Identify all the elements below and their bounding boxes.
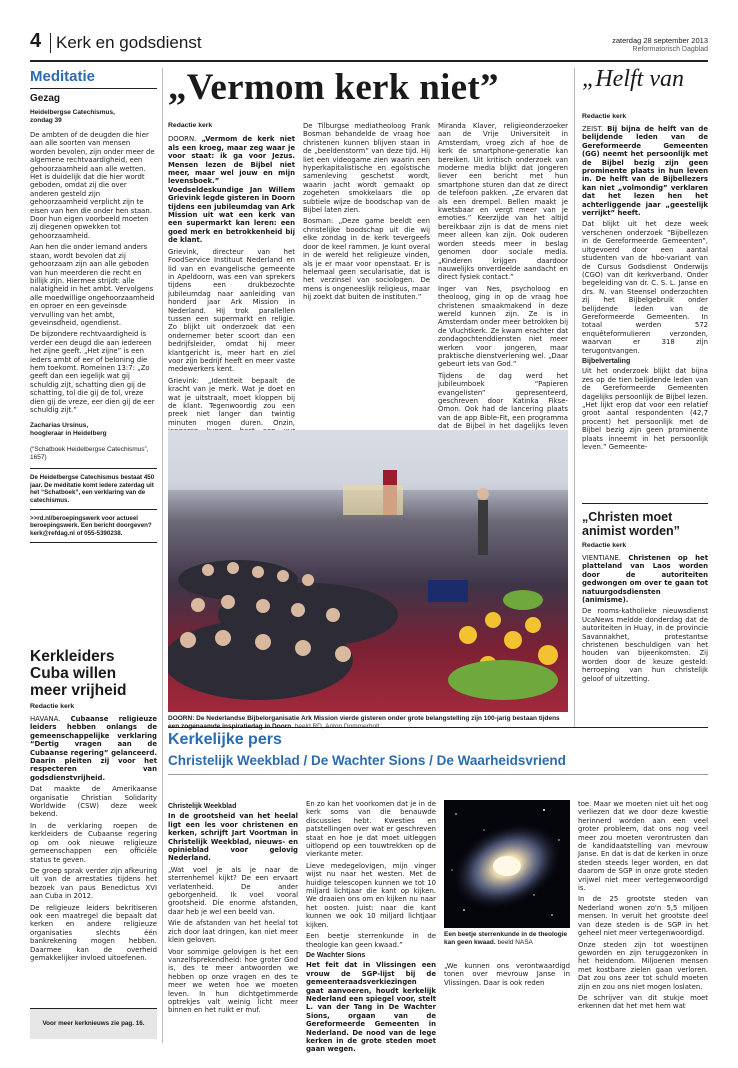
helft-lead-text: Bij bijna de helft van de belijdende leden van de Gereformeerde Gemeenten (GG) neemt het persoonlijk met de Bijbel bezig zijn geen prominente plaats in hun leven in. De helft van de Bijbellezers kan niet „volmondig” verklaren dat het lezen hen het achterliggende jaar „geestelijk verrijkt” heeft. — [582, 125, 708, 218]
galaxy-caption — [444, 931, 570, 947]
pers-paragraph: De schrijver van dit stukje moet erkennen dat het met hem wat — [578, 993, 708, 1011]
main-col-3 — [438, 122, 568, 442]
pers-paragraph: En zo kan het voorkomen dat je in de kerk soms van die benauwde discussies hebt. Kwesties en patstellingen over wat er geschreven staat en hoe je dat moet uitleggen uitlopend op een touwtrekken op de vierkante meter. — [306, 800, 436, 859]
meditation-column — [30, 68, 157, 543]
cuba-paragraph: In de verklaring roepen de kerkleiders de Cubaanse regering op om ook nieuwe religieuze gemeenschappen een officiële status te geven. — [30, 821, 157, 864]
meditation-text — [30, 131, 157, 414]
meditation-source — [30, 109, 157, 125]
helft-headline: „Helft van — [582, 66, 684, 92]
main-paragraph: Tijdens de dag werd het jubileumboek “Papieren evangelisten” gepresenteerd, geschreven door Katinka Fikse-Omon. Ook had de lancering plaats van de app Bible-Fit, een programma dat de Bijbel in het dagelijks leven — [438, 371, 568, 431]
helft-paragraph: Dat blijkt uit het deze week verschenen onderzoek “Bijbellezen in de Gereformeerde Gemeenten”, uitgevoerd door een aantal studenten van de hbo-variant van de Cursus Godsdienst Onderwijs (CGO) van dit kerkverband. Onder begeleiding van dr. C. S. L. Janse en drs. N. van Steensel onderzochten zij het Bijbelgebruik onder belijdende leden van de Gereformeerde Gemeenten. In totaal werden 572 enquêteformulieren verzonden, waarvan er 318 zijn terugontvangen. — [582, 220, 708, 355]
meditation-rule — [30, 88, 157, 89]
more-news-box — [30, 1008, 157, 1039]
galaxy-illustration — [444, 800, 570, 928]
header-rule — [30, 60, 708, 62]
pers-source-2: De Wachter Sions — [306, 951, 366, 959]
laos-headline: „Christen moet animist worden” — [582, 510, 680, 538]
cuba-lead-text: Cubaanse religieuze leiders hebben onlangs de gemeenschappelijke verklaring “Dertig vragen aan de Cubaanse regering” gelanceerd. Daarin pleiten zij voor het respecteren van godsdienstvrijheid. — [30, 715, 157, 782]
meditation-box-rule — [30, 468, 157, 469]
meditation-source-line1: Heidelbergse Catechismus, — [30, 109, 115, 116]
pers-top-rule — [168, 727, 708, 728]
pers-subtitle: Christelijk Weekblad / De Wachter Sions / De Waarheidsvriend — [168, 753, 566, 768]
meditation-paragraph: Aan hen die onder iemand anders staan, wordt bevolen dat zij gehoorzaam zijn aan alle geboden van hun meerderen die recht en billijk zijn. Hiermee strijdt: alle nalatigheid in het ambt. Vervolgens alle moedwillige ongehoorzaamheid en oproer en een geveinsde vervulling van het ambt, geveinsdheid, ogendienst. — [30, 243, 155, 327]
meditation-author — [30, 422, 157, 438]
main-photo-caption — [168, 715, 568, 731]
meditation-source-line2: zondag 39 — [30, 117, 62, 124]
laos-lead-text: Christenen op het platteland van Laos worden door de autoriteiten gedwongen om over te gaan tot natuurgodsdiensten (animisme). — [582, 554, 708, 605]
pers-paragraph: „We kunnen ons verontwaardigd tonen over mevrouw Janse in Vlissingen. Daar is ook reden — [444, 962, 570, 987]
column-divider — [162, 68, 163, 1043]
main-col-2 — [303, 122, 430, 305]
cuba-paragraph: Dat maakte de Amerikaanse organisatie Christian Solidarity Worldwide (CSW) deze week bekend. — [30, 785, 157, 819]
main-paragraph: Inger van Nes, psycholoog en theoloog, ging in op de vraag hoe christenen smaakmakend in deze wereld kunnen zijn. Ze is in Amsterdam onder meer betrokken bij de Vluchtkerk. Ze kwam erachter dat zondagochtenddiensten niet meer werken voor jongeren, maar praktische dienstverlening wel. „Daar gebeurt iets van God.” — [438, 284, 568, 369]
main-paragraph: De Tilburgse mediatheoloog Frank Bosman behandelde de vraag hoe christenen kunnen blijven staan in de „beeldenstorm” van deze tijd. Hij liet een videogame zien waarin een hyperkapitalistische en egoïstische samenleving geschetst wordt, waarin jacht wordt gemaakt op zogeheten smokkelaars die op subtiele wijze de boodschap van de Bijbel laten zien. — [303, 122, 430, 215]
cuba-paragraph: De religieuze leiders bekritiseren ook een maatregel die bepaalt dat kerken en andere religieuze organisaties slechts één bankrekening mogen hebben. Daarmee kan de overheid gemakkelijker invloed uitoefenen. — [30, 903, 157, 962]
paper-name: Reformatorisch Dagblad — [632, 46, 708, 53]
pers-col-2 — [306, 800, 436, 1057]
event-photo — [168, 430, 568, 712]
cuba-lead — [30, 715, 157, 782]
pers-sub-rule — [168, 774, 708, 775]
pers-paragraph: In de 25 grootste steden van Nederland wonen zo'n 5,5 miljoen mensen. In veruit het grootste deel van deze steden is de SGP in het geheel niet meer vertegenwoordigd. — [578, 895, 708, 938]
meditation-kicker: Meditatie — [30, 68, 96, 85]
pers-lead-1: In de grootsheid van het heelal ligt een les voor christenen en kerken, schrijft Jart Voortman in Christelijk Weekblad, nieuws- en opinieblad voor gelovig Nederland. — [168, 812, 298, 863]
cuba-byline: Redactie kerk — [30, 703, 75, 710]
issue-date: zaterdag 28 september 2013 — [612, 36, 708, 45]
laos-place: VIENTIANE. — [582, 554, 621, 562]
meditation-paragraph: De bijzondere rechtvaardigheid is verder een deugd die aan iedereen het zijne geeft. „Het zijne” is een ieders ambt of eer of beloning die hem toekomt. Romeinen 13:7: „Zo geeft dan een iegelijk wat gij schuldig zijt, schatting dien gij de schatting, tol die gij de tol, vreze dien gij de vreze, eer dien gij de eer schuldig zijt.” — [30, 330, 155, 414]
meditation-paragraph: De ambten of de deugden die hier aan alle soorten van mensen worden bevolen, zijn onder meer de algemene rechtvaardigheid, een gehoorzaamheid aan alle wetten. Het is duidelijk dat die hier wordt geboden, omdat zij die over anderen gesteld zijn gehoorzaamheid verplicht zijn te eisen van hen die onder hen staan. Door hun eigen voorbeeld moeten zij diegenen opwekken tot gehoorzaamheid. — [30, 131, 155, 240]
pers-paragraph: Wie de afstanden van het heelal tot zich door laat dringen, kan niet meer klein geloven. — [168, 919, 298, 945]
main-paragraph: Grievink: „Identiteit bepaalt de kracht van je merk. Wat je doet en wat je uitstraalt, moet kloppen bij de klant. Tegenwoordig zou een preek niet langer dan twintig minuten mogen duren. Onzin, — [168, 376, 295, 427]
cuba-place: HAVANA. — [30, 715, 61, 723]
main-paragraph: Grievink, directeur van het FoodService Instituut Nederland en lid van en evangelische gemeente in Apeldoorn, was een van sprekers tijdens een drukbezochte jubileumdag naar aanleiding van honderd jaar Ark Mission in Nederland. Hij trok parallellen tussen een supermarkt en religie. Zo blijkt uit onderzoek dat een ondernemer beter scoort dan een bedrijfsleider, omdat hij meer klantgericht is, meer hart en ziel voor zijn bedrijf heeft en meer vaste medewerkers kent. — [168, 247, 295, 374]
main-paragraph: Bosman: „Deze game beeldt een christelijke boodschap uit die wij elke zondag in de kerk tevergeefs door de keel rammen. Je kunt overal in de wereld het religieuze vinden, als je er maar voor openstaat. Er is helemaal geen secularisatie, dat is het verzinsel van sociologen. De mens is ongeneeslijk religieus, maar hij zoekt dat buiten de instituten.” — [303, 217, 430, 302]
pers-paragraph: Onze steden zijn tot woestijnen geworden en zijn teruggezonken in het heidendom. Miljoenen mensen met kostbare zielen gaan verloren. Dat zou ons zeer tot schuld moeten zijn en zou ons niet mogen loslaten. — [578, 940, 708, 991]
main-place: DOORN. — [168, 135, 197, 144]
helft-subheading: Bijbelvertaling — [582, 357, 631, 365]
helft-body — [582, 125, 708, 451]
helft-place: ZEIST. — [582, 125, 604, 133]
author-role: hoogleraar in Heidelberg — [30, 430, 107, 438]
cuba-paragraph: De groep sprak verder zijn afkeuring uit van de arrestaties tijdens het bezoek van paus Benedictus XVI aan Cuba in 2012. — [30, 866, 157, 901]
pers-col-1 — [168, 800, 298, 1018]
laos-byline: Redactie kerk — [582, 542, 627, 549]
main-lead — [168, 135, 295, 244]
pers-paragraph: Lieve medegelovigen, mijn vinger wijst nu naar het westen. Met de huidige telescopen kunnen we tot 10 miljard lichtjaar die kant op kijken. We draaien ons om en kijken nu naar het oosten. Juist: naar die kant kunnen we ook 10 miljard lichtjaar kijken. — [306, 861, 436, 929]
pers-paragraph: „Wat voel je als je naar de sterrenhemel kijkt? De een ervaart verlatenheid. De ander geborgenheid. Ik voel vooral grootsheid. Die enorme afstanden, daar heb je wel een beeld van. — [168, 865, 298, 916]
column-divider — [574, 68, 575, 728]
main-paragraph: Miranda Klaver, religieonderzoeker aan de Vrije Universiteit in Amsterdam, vroeg zich af hoe de kerk de smartphone-generatie kan bereiken. Uit kritisch onderzoek van moderne media blijkt dat jongeren liever een bericht met hun smartphone sturen dan dat ze direct de telefoon pakken. „Ze ervaren dat als een drempel. Bellen maakt je kwetsbaar en vergt meer van je emoties.” Keerzijde van het altijd bereikbaar zijn is dat de mens niet meer alleen kan zijn. Ook ouderen worden steeds meer in beslag genomen door sociale media. „Kinderen krijgen daardoor nauwelijks onverdeelde aandacht en direct fysiek contact.” — [438, 122, 568, 282]
laos-body — [582, 554, 708, 683]
main-lead-text: „Vermom de kerk niet als een kroeg, maar zeg waar je voor staat: ik ga voor Jezus. Mensen lezen de Bijbel niet meer, maar wel jouw en mijn levensboek.” Voedseldeskundige Jan Willem Grievink legde gisteren in Doorn tijdens een jubileumdag van Ark Mission uit wat een kerk van een supermarkt kan leren: een goed merk en betrokkenheid bij de klant. — [168, 135, 295, 245]
page-number: 4 — [30, 30, 42, 52]
pers-col-3-lower — [444, 962, 570, 990]
laos-article — [582, 510, 708, 686]
meditation-end-rule — [30, 542, 157, 543]
caption-place: DOORN: — [168, 715, 195, 722]
galaxy-caption-text: Een beetje sterrenkunde in de theologie kan geen kwaad. — [444, 931, 568, 946]
main-headline: „Vermom kerk niet” — [168, 67, 499, 108]
pers-source-1: Christelijk Weekblad — [168, 803, 237, 810]
main-col-1 — [168, 122, 295, 455]
header-divider — [50, 33, 51, 53]
galaxy-caption-credit: beeld NASA — [497, 939, 533, 946]
beroepingswerk-link[interactable]: >>rd.nl/beroepingswerk voor actueel beroepingswerk. Een bericht doorgeven? kerk@refdag.nl of 055-5390238. — [30, 515, 152, 537]
cuba-article — [30, 648, 157, 965]
more-news-link[interactable]: Voor meer kerknieuws zie pag. 16. — [42, 1020, 145, 1027]
right-col-rule — [582, 503, 708, 504]
pers-lead-2: Het feit dat in Vlissingen een vrouw de SGP-lijst bij de gemeenteraadsverkiezingen gaat aanvoeren, houdt kerkelijk Nederland een spiegel voor, stelt L. van der Tang in De Wachter Sions, orgaan van de Gereformeerde Gemeenten in Nederland. De nood van de lege kerken in de grote steden moet gaan wegen. — [306, 961, 436, 1054]
pers-kicker: Kerkelijke pers — [168, 731, 282, 748]
pers-paragraph: Voor sommige gelovigen is het een vanzelfsprekendheid: hoe groter God is, des te meer antwoorden we hebben op onze vragen en des te meer we weten hoe we moeten leven. In hun dichtgetimmerde optrekjes valt weinig licht meer binnen en het ruikt er muf. — [168, 947, 298, 1015]
meditation-source-note: (“Schatboek Heidelbergse Catechismus”, 1657) — [30, 446, 149, 462]
caption-text: De Nederlandse Bijbelorganisatie Ark Mission vierde gisteren onder grote belangstelling zijn 100-jarig bestaan tijdens — [196, 715, 560, 722]
event-photo-illustration — [168, 430, 568, 712]
section-title: Kerk en godsdienst — [56, 33, 202, 52]
author-name: Zacharias Ursinus, — [30, 422, 89, 430]
meditation-box-rule-2 — [30, 509, 157, 510]
cuba-body — [30, 715, 157, 962]
meditation-title: Gezag — [30, 93, 61, 104]
galaxy-photo — [444, 800, 570, 928]
helft-paragraph: Uit het onderzoek blijkt dat bijna zes op de tien belijdende leden van de Gereformeerde Gemeenten dagelijks persoonlijk de Bijbel lezen. „Het lijkt erop dat voor een relatief groot aantal respondenten (42,7 procent) het persoonlijk met de Bijbel bezig zijn geen prominente plaats inneemt in het persoonlijk leven.” Gemeente- — [582, 367, 708, 452]
cuba-headline: Kerkleiders Cuba willen meer vrijheid — [30, 648, 127, 699]
pers-paragraph: toe. Maar we moeten niet uit het oog verliezen dat we door deze kwestie herinnerd worden aan een veel groter probleem, dat ons nog veel meer zou moeten verontrusten dan de kandidaatstelling van mevrouw Janse. En dat is dat de kerken in onze steden steeds leger worden, en dat daarom de SGP in onze grote steden vrijwel niet meer vertegenwoordigd is. — [578, 800, 708, 893]
laos-lead — [582, 554, 708, 604]
pers-paragraph: Een beetje sterrenkunde in de theologie kan geen kwaad.” — [306, 932, 436, 949]
helft-article — [582, 66, 708, 454]
main-byline: Redactie kerk — [168, 122, 213, 129]
meditation-info-box: De Heidelbergse Catechismus bestaat 450 jaar. De meditatie komt iedere zaterdag uit het “Schatboek”, een verklaring van de catechismus. — [30, 474, 155, 504]
helft-byline: Redactie kerk — [582, 113, 627, 120]
pers-col-4 — [578, 800, 708, 1014]
laos-paragraph: De rooms-katholieke nieuwsdienst UcaNews meldde donderdag dat de autoriteiten in Huay, in de provincie Savannakhet, protestantse christenen beschuldigen van het houden van bijeenkomsten. Zij worden door de keuze gesteld: herroeping van hun christelijk geloof of uitzetting. — [582, 607, 708, 683]
helft-lead — [582, 125, 708, 217]
